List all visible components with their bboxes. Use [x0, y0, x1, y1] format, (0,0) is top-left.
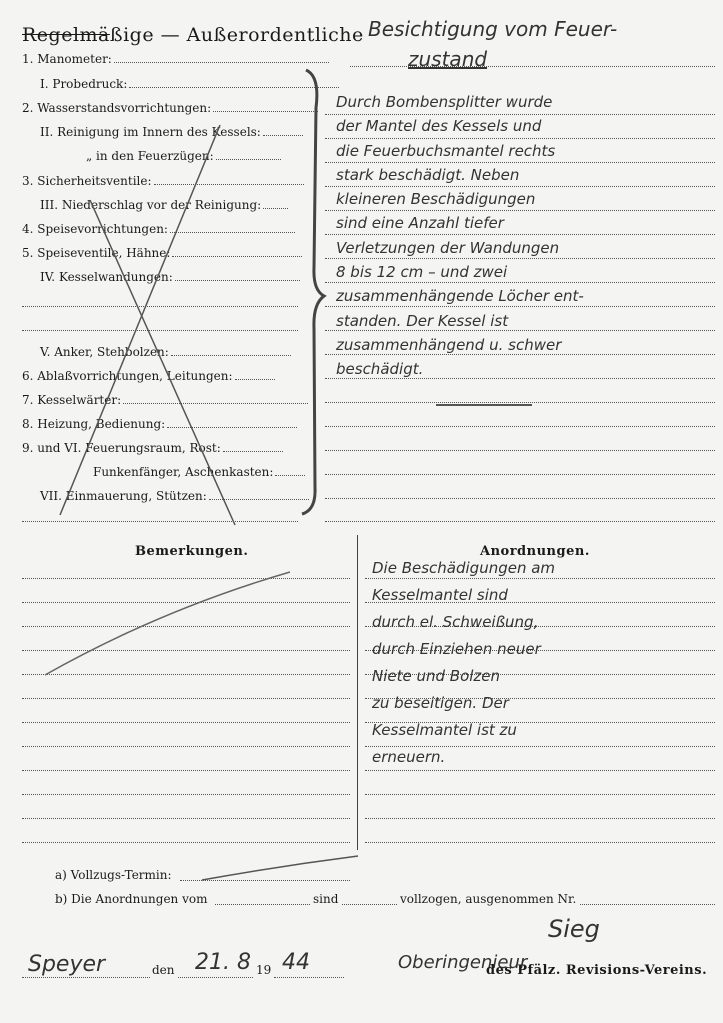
- dotted-line: [325, 474, 715, 475]
- item-label: 9. und VI. Feuerungsraum, Rost:: [22, 441, 221, 455]
- item-label: V. Anker, Stehbolzen:: [40, 345, 169, 359]
- handwritten-line: zusammenhängend u. schwer: [336, 335, 562, 354]
- item-label: 8. Heizung, Bedienung:: [22, 417, 166, 431]
- form-title: [22, 24, 364, 46]
- item-label: III. Niederschlag vor der Reinigung:: [40, 198, 262, 212]
- dotted-line: [350, 66, 715, 67]
- item-probedruck: [40, 77, 339, 91]
- dotted-line: [365, 818, 715, 819]
- handwritten-line: durch Einziehen neuer: [372, 640, 541, 658]
- handwritten-line: zu beseitigen. Der: [372, 694, 509, 712]
- handwritten-line: Kesselmantel ist zu: [372, 721, 517, 739]
- anordnungen-suffix: vollzogen, ausgenommen Nr.: [400, 892, 577, 906]
- anordnungen-prefix: b) Die Anordnungen vom: [55, 892, 208, 906]
- item-label: II. Reinigung im Innern des Kessels:: [40, 125, 261, 139]
- item-label: I. Probedruck:: [40, 77, 128, 91]
- handwritten-line: Die Beschädigungen am: [372, 559, 556, 577]
- dotted-line: [22, 794, 350, 795]
- item-label: Funkenfänger, Aschenkasten:: [93, 465, 274, 479]
- handwritten-findings: [336, 90, 716, 382]
- handwritten-underline: [436, 404, 532, 406]
- vollzug-strike-mark: [200, 852, 360, 882]
- handwritten-line: erneuern.: [372, 748, 446, 766]
- dotted-line: [22, 698, 350, 699]
- year-prefix: 19: [256, 963, 272, 977]
- item-label: 5. Speiseventile, Hähne:: [22, 246, 171, 260]
- dotted-line: [22, 977, 150, 978]
- item-label: 3. Sicherheitsventile:: [22, 174, 152, 188]
- handwritten-line: Durch Bombensplitter wurde: [336, 93, 553, 111]
- dotted-line: [325, 521, 715, 522]
- handwritten-inspection-type: [368, 14, 713, 74]
- dotted-line: [325, 498, 715, 499]
- dotted-line: [263, 134, 303, 136]
- dotted-line: [178, 977, 253, 978]
- item-label: 1. Manometer:: [22, 52, 112, 66]
- dotted-line: [263, 207, 288, 209]
- remarks-strike-mark: [40, 570, 300, 680]
- dotted-line: [325, 426, 715, 427]
- handwritten-line: kleineren Beschädigungen: [336, 190, 536, 209]
- title-rest: ßige — Außerordentliche: [109, 24, 364, 46]
- handwritten-line: durch el. Schweißung,: [372, 613, 539, 631]
- handwritten-orders: [372, 555, 717, 771]
- item-label: VII. Einmauerung, Stützen:: [40, 489, 207, 503]
- handwritten-line: zusammenhängende Löcher ent-: [336, 287, 584, 306]
- item-label: IV. Kesselwandungen:: [40, 270, 173, 284]
- handwritten-line: zustand: [408, 47, 488, 71]
- orders-heading: Anordnungen.: [480, 544, 590, 559]
- handwritten-line: Niete und Bolzen: [372, 667, 501, 685]
- dotted-line: [365, 842, 715, 843]
- handwritten-line: stark beschädigt. Neben: [336, 165, 520, 184]
- dotted-line: [365, 794, 715, 795]
- handwritten-year: 44: [282, 950, 310, 975]
- handwritten-line: 8 bis 12 cm – und zwei: [336, 263, 508, 282]
- item-label: 4. Speisevorrichtungen:: [22, 222, 168, 236]
- den-label: den: [152, 963, 175, 977]
- item-manometer: [22, 52, 329, 66]
- column-divider: [357, 535, 358, 850]
- brace-mark: [298, 68, 328, 516]
- department-name: des Pfälz. Revisions-Vereins.: [486, 963, 708, 978]
- dotted-line: [22, 842, 350, 843]
- dotted-line: [580, 904, 715, 905]
- item-wasserstand: [22, 101, 318, 115]
- handwritten-line: standen. Der Kessel ist: [336, 311, 509, 330]
- vollzug-termin-label: a) Vollzugs-Termin:: [55, 868, 172, 882]
- handwritten-line: der Mantel des Kessels und: [336, 117, 542, 136]
- handwritten-place: Speyer: [28, 952, 106, 977]
- handwritten-signature: Sieg: [548, 915, 600, 943]
- handwritten-date: 21. 8: [195, 950, 251, 975]
- dotted-line: [22, 770, 350, 771]
- handwritten-line: Besichtigung vom Feuer-: [368, 17, 618, 41]
- dotted-line: [274, 977, 344, 978]
- handwritten-line: Kesselmantel sind: [372, 586, 508, 604]
- remarks-heading: Bemerkungen.: [135, 544, 249, 559]
- anordnungen-sind: sind: [313, 892, 339, 906]
- item-label: 2. Wasserstandsvorrichtungen:: [22, 101, 212, 115]
- dotted-line: [325, 402, 715, 403]
- dotted-line: [22, 722, 350, 723]
- handwritten-line: die Feuerbuchsmantel rechts: [336, 141, 556, 160]
- item-label: „ in den Feuerzügen:: [86, 149, 214, 163]
- dotted-line: [22, 818, 350, 819]
- dotted-line: [22, 746, 350, 747]
- dotted-line: [342, 904, 397, 905]
- dotted-line: [325, 450, 715, 451]
- item-label: 6. Ablaßvorrichtungen, Leitungen:: [22, 369, 233, 383]
- handwritten-line: beschädigt.: [336, 360, 424, 379]
- title-struck-part: Regelmä: [22, 24, 110, 46]
- dotted-line: [215, 904, 310, 905]
- cross-out-mark: [40, 120, 260, 530]
- dotted-line: [114, 61, 329, 63]
- item-label: 7. Kesselwärter:: [22, 393, 122, 407]
- handwritten-line: Verletzungen der Wandungen: [336, 238, 560, 257]
- handwritten-role: Oberingenieur: [398, 952, 528, 973]
- handwritten-line: sind eine Anzahl tiefer: [336, 214, 504, 233]
